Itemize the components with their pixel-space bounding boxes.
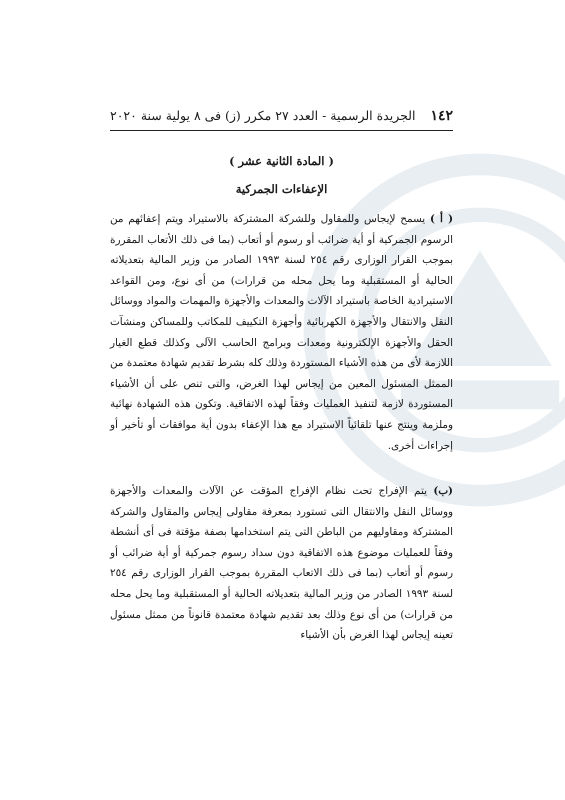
gazette-issue-title: الجريدة الرسمية - العدد ٢٧ مكرر (ز) فى ٨ يولية سنة ٢٠٢٠ [110, 108, 416, 123]
header-divider [110, 130, 453, 131]
paragraph-b [110, 481, 453, 646]
paragraph-text: يتم الإفراج تحت نظام الإفراج المؤقت عن الآلات والمعدات والأجهزة ووسائل النقل والانتقال التى تستورد بمعرفة مقاولى إيجاس والمقاول والشركة المشتركة ومقاوليهم من الباطن التى يتم استخدامها بصفة مؤقتة فى أى أنشطة وفقاً للعمليات موضوع هذه الاتفاقية دون سداد رسوم جمركية أو أية ضرائب أو رسوم أو أتعاب (بما فى ذلك الاتعاب المقررة بموجب القرار الوزارى رقم ٢٥٤ لسنة ١٩٩٣ الصادر من وزير المالية بتعديلاته الحالية أو المستقبلية وما يحل محله من قرارات) من أى نوع وذلك بعد تقديم شهادة معتمدة قانوناً من ممثل مسئول تعينه إيجاس لهذا الغرض بأن الأشياء [110, 485, 453, 642]
article-subtitle: الإعفاءات الجمركية [235, 182, 328, 196]
paragraph-a [110, 209, 453, 456]
page-header [110, 108, 453, 130]
paragraph-marker: ( أ ) [429, 213, 453, 225]
paragraph-marker: (ب) [433, 485, 453, 497]
paragraph-text: يسمح لإيجاس وللمقاول وللشركة المشتركة بالاستيراد ويتم إعفائهم من الرسوم الجمركية أو أية ضرائب أو رسوم أو أتعاب (بما فى ذلك الأتعاب المقررة بموجب القرار الوزارى رقم ٢٥٤ لسنة ١٩٩٣ الصادر من وزير المالية بتعديلاته الحالية أو المستقبلية وما يحل محله من قرارات) من أى نوع، ومن القواعد الاستيرادية الخاصة باستيراد الآلات والمعدات والأجهزة والمهمات والمواد ووسائل النقل والانتقال والأجهزة الكهربائية وأجهزة التكييف للمكاتب وللمساكن ومنشآت الحقل والأجهزة الإلكترونية ومعدات وبرامج الحاسب الآلى وكذلك قطع الغيار اللازمة لأى من هذه الأشياء المستوردة وذلك كله بشرط تقديم شهادة معتمدة من الممثل المسئول المعين من إيجاس لهذا الغرض، والتى تنص على أن الأشياء المستوردة لازمة لتنفيذ العمليات وفقاً لهذه الاتفاقية. وتكون هذه الشهادة نهائية وملزمة وينتج عنها تلقائياً الاستيراد مع هذا الإعفاء بدون أية موافقات أو تأخير أو إجراءات أخرى. [110, 213, 454, 452]
page-number: ١٤٢ [430, 108, 453, 124]
article-title: ( المادة الثانية عشر ) [229, 154, 334, 168]
